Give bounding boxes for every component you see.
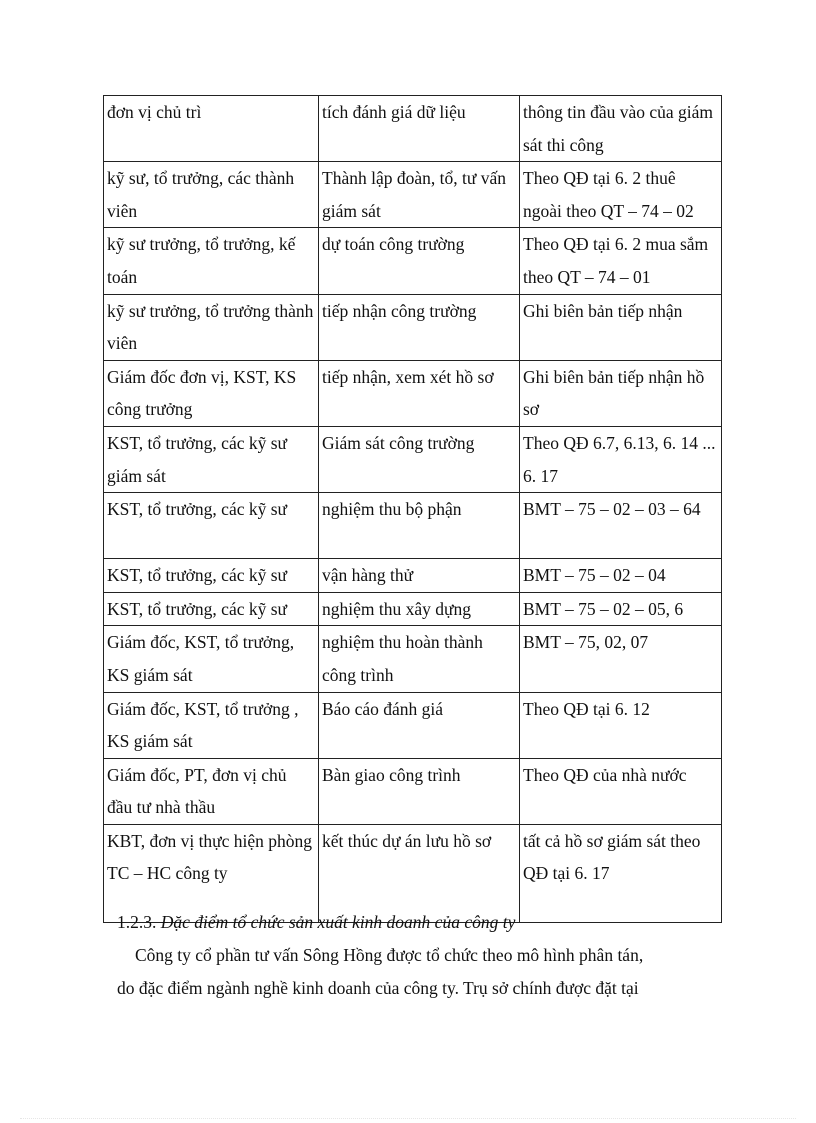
procedure-table (103, 95, 722, 923)
table-cell-activity: tiếp nhận, xem xét hồ sơ (319, 360, 520, 426)
table-row (104, 294, 722, 360)
table-row (104, 493, 722, 559)
table-cell-reference: BMT – 75 – 02 – 03 – 64 (520, 493, 722, 559)
table-cell-activity: nghiệm thu xây dựng (319, 592, 520, 626)
table-cell-reference: Theo QĐ của nhà nước (520, 758, 722, 824)
table-cell-responsible: KST, tổ trưởng, các kỹ sư giám sát (104, 426, 319, 492)
table-row (104, 758, 722, 824)
table-row (104, 228, 722, 294)
table-cell-activity: vận hàng thử (319, 559, 520, 593)
table-row (104, 592, 722, 626)
table-cell-reference: Ghi biên bản tiếp nhận (520, 294, 722, 360)
table-cell-reference: Theo QĐ tại 6. 2 thuê ngoài theo QT – 74 – 02 (520, 162, 722, 228)
section-heading (117, 908, 515, 936)
table-cell-activity: Giám sát công trường (319, 426, 520, 492)
table-cell-responsible: KBT, đơn vị thực hiện phòng TC – HC công ty (104, 824, 319, 922)
body-paragraph (117, 939, 717, 1004)
table-cell-activity: kết thúc dự án lưu hồ sơ (319, 824, 520, 922)
table-cell-activity: Thành lập đoàn, tổ, tư vấn giám sát (319, 162, 520, 228)
table-cell-responsible: kỹ sư trưởng, tổ trưởng thành viên (104, 294, 319, 360)
table-cell-responsible: Giám đốc, PT, đơn vị chủ đầu tư nhà thầu (104, 758, 319, 824)
page-bottom-divider (20, 1118, 796, 1119)
table-cell-reference: tất cả hồ sơ giám sát theo QĐ tại 6. 17 (520, 824, 722, 922)
table-cell-responsible: KST, tổ trưởng, các kỹ sư (104, 592, 319, 626)
table-cell-reference: BMT – 75 – 02 – 04 (520, 559, 722, 593)
table-cell-reference: Ghi biên bản tiếp nhận hồ sơ (520, 360, 722, 426)
section-title: Đặc điểm tổ chức sản xuất kinh doanh của công ty (160, 912, 516, 932)
table-cell-reference: thông tin đầu vào của giám sát thi công (520, 96, 722, 162)
table-row (104, 162, 722, 228)
table-row (104, 96, 722, 162)
table-row (104, 626, 722, 692)
table-row (104, 692, 722, 758)
table-cell-responsible: Giám đốc, KST, tổ trưởng, KS giám sát (104, 626, 319, 692)
table-cell-responsible: đơn vị chủ trì (104, 96, 319, 162)
table-cell-responsible: Giám đốc, KST, tổ trưởng , KS giám sát (104, 692, 319, 758)
table-cell-reference: BMT – 75 – 02 – 05, 6 (520, 592, 722, 626)
table-cell-activity: dự toán công trường (319, 228, 520, 294)
table-cell-activity: Bàn giao công trình (319, 758, 520, 824)
table-cell-activity: Báo cáo đánh giá (319, 692, 520, 758)
section-number: 1.2.3. (117, 912, 157, 932)
table-cell-responsible: kỹ sư, tổ trưởng, các thành viên (104, 162, 319, 228)
table-cell-activity: nghiệm thu hoàn thành công trình (319, 626, 520, 692)
table-row (104, 426, 722, 492)
table-cell-reference: BMT – 75, 02, 07 (520, 626, 722, 692)
table-cell-responsible: KST, tổ trưởng, các kỹ sư (104, 559, 319, 593)
table-cell-responsible: Giám đốc đơn vị, KST, KS công trưởng (104, 360, 319, 426)
paragraph-line: do đặc điểm ngành nghề kinh doanh của công ty. Trụ sở chính được đặt tại (117, 977, 639, 998)
table-cell-activity: tiếp nhận công trường (319, 294, 520, 360)
table-cell-responsible: kỹ sư trưởng, tổ trưởng, kế toán (104, 228, 319, 294)
table-cell-reference: Theo QĐ tại 6. 12 (520, 692, 722, 758)
table-cell-reference: Theo QĐ 6.7, 6.13, 6. 14 ... 6. 17 (520, 426, 722, 492)
table-cell-reference: Theo QĐ tại 6. 2 mua sắm theo QT – 74 – 01 (520, 228, 722, 294)
paragraph-line: Công ty cổ phần tư vấn Sông Hồng được tổ chức theo mô hình phân tán, (135, 945, 644, 965)
table-row (104, 559, 722, 593)
table-cell-activity: nghiệm thu bộ phận (319, 493, 520, 559)
table-cell-activity: tích đánh giá dữ liệu (319, 96, 520, 162)
table-cell-responsible: KST, tổ trưởng, các kỹ sư (104, 493, 319, 559)
table-row (104, 360, 722, 426)
